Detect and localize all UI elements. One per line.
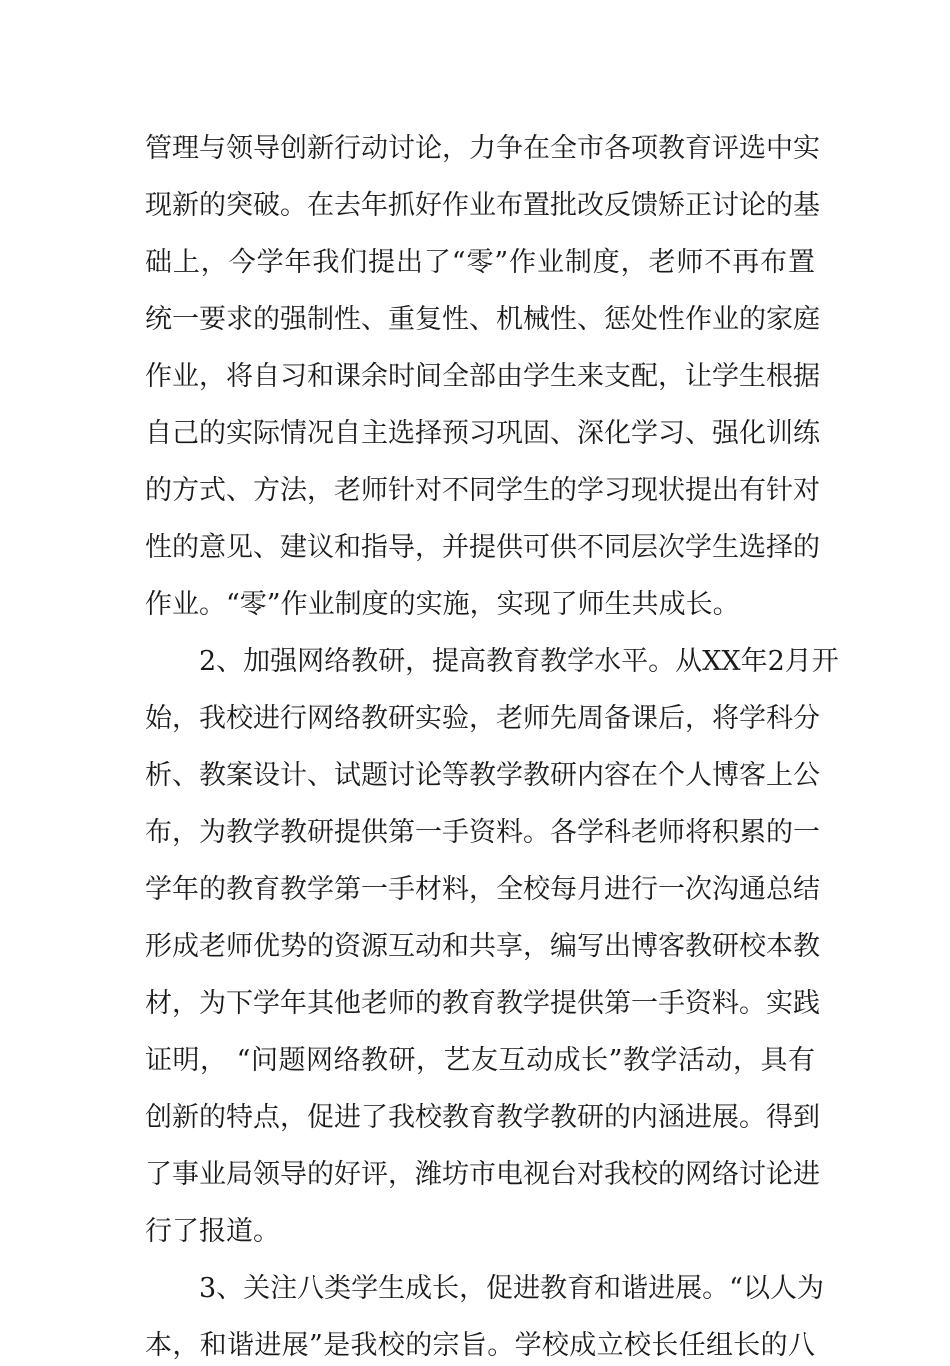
text-line: 管理与领导创新行动讨论，力争在全市各项教育评选中实 xyxy=(145,133,820,164)
text-line: 形成老师优势的资源互动和共享，编写出博客教研校本教 xyxy=(145,931,820,962)
text-line: 布，为教学教研提供第一手资料。各学科老师将积累的一 xyxy=(145,817,820,848)
text-line: 自己的实际情况自主选择预习巩固、深化学习、强化训练 xyxy=(145,418,820,449)
text-line: 的方式、方法，老师针对不同学生的学习现状提出有针对 xyxy=(145,475,820,506)
text-line: 始，我校进行网络教研实验，老师先周备课后，将学科分 xyxy=(145,703,820,734)
text-line: 创新的特点，促进了我校教育教学教研的内涵进展。得到 xyxy=(145,1102,820,1133)
paragraph-first-line: 3、关注八类学生成长，促进教育和谐进展。“以人为 xyxy=(199,1273,824,1304)
text-line: 现新的突破。在去年抓好作业布置批改反馈矫正讨论的基 xyxy=(145,190,820,221)
text-line: 性的意见、建议和指导，并提供可供不同层次学生选择的 xyxy=(145,532,820,563)
paragraph-first-line: 2、加强网络教研，提高教育教学水平。从XX年2月开 xyxy=(199,646,839,677)
text-line: 材，为下学年其他老师的教育教学提供第一手资料。实践 xyxy=(145,988,820,1019)
text-line: 证明， “问题网络教研，艺友互动成长”教学活动，具有 xyxy=(145,1045,815,1076)
text-line: 行了报道。 xyxy=(145,1216,280,1247)
text-line: 析、教案设计、试题讨论等教学教研内容在个人博客上公 xyxy=(145,760,820,791)
text-line: 作业，将自习和课余时间全部由学生来支配，让学生根据 xyxy=(145,361,820,392)
text-line: 了事业局领导的好评，潍坊市电视台对我校的网络讨论进 xyxy=(145,1159,820,1190)
text-line: 学年的教育教学第一手材料，全校每月进行一次沟通总结 xyxy=(145,874,820,905)
text-line: 作业。“零”作业制度的实施，实现了师生共成长。 xyxy=(145,589,740,620)
text-line: 统一要求的强制性、重复性、机械性、惩处性作业的家庭 xyxy=(145,304,820,335)
text-line: 本，和谐进展”是我校的宗旨。学校成立校长任组长的八 xyxy=(145,1330,815,1361)
text-line: 础上，今学年我们提出了“零”作业制度，老师不再布置 xyxy=(145,247,815,278)
